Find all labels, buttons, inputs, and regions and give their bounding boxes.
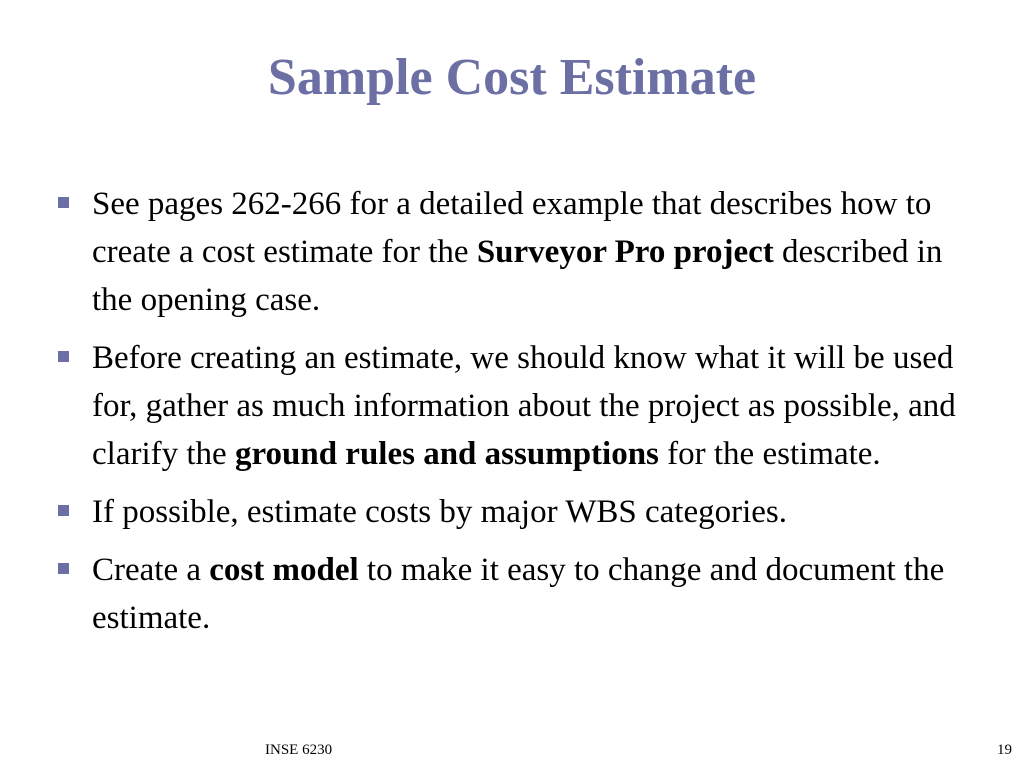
bullet-text: described in the opening case. bbox=[92, 234, 943, 318]
bullet-bold-text: Surveyor Pro project bbox=[476, 234, 774, 270]
bullet-item bbox=[56, 180, 976, 324]
bullet-text: See pages 262-266 for a detailed example that describes how to create a cost estimate for the bbox=[92, 186, 932, 270]
square-bullet-icon bbox=[58, 197, 69, 208]
bullet-bold-text: ground rules and assumptions bbox=[234, 436, 659, 472]
bullet-text: to make it easy to change and document the estimate. bbox=[92, 552, 945, 636]
bullet-list bbox=[56, 180, 976, 652]
square-bullet-icon bbox=[58, 351, 69, 362]
bullet-text: for the estimate. bbox=[658, 436, 881, 472]
bullet-item bbox=[56, 488, 976, 536]
footer-course: INSE 6230 bbox=[265, 742, 333, 758]
footer-page-number: 19 bbox=[997, 742, 1012, 758]
square-bullet-icon bbox=[58, 505, 69, 516]
bullet-text: Before creating an estimate, we should know what it will be used for, gather as much information about the project as possible, and clarify the bbox=[92, 340, 956, 472]
square-bullet-icon bbox=[58, 563, 69, 574]
bullet-text: Create a bbox=[92, 552, 210, 588]
slide-title: Sample Cost Estimate bbox=[267, 49, 757, 106]
bullet-item bbox=[56, 334, 976, 478]
bullet-text: If possible, estimate costs by major WBS categories. bbox=[92, 494, 787, 530]
bullet-item bbox=[56, 546, 976, 642]
bullet-bold-text: cost model bbox=[209, 552, 359, 588]
